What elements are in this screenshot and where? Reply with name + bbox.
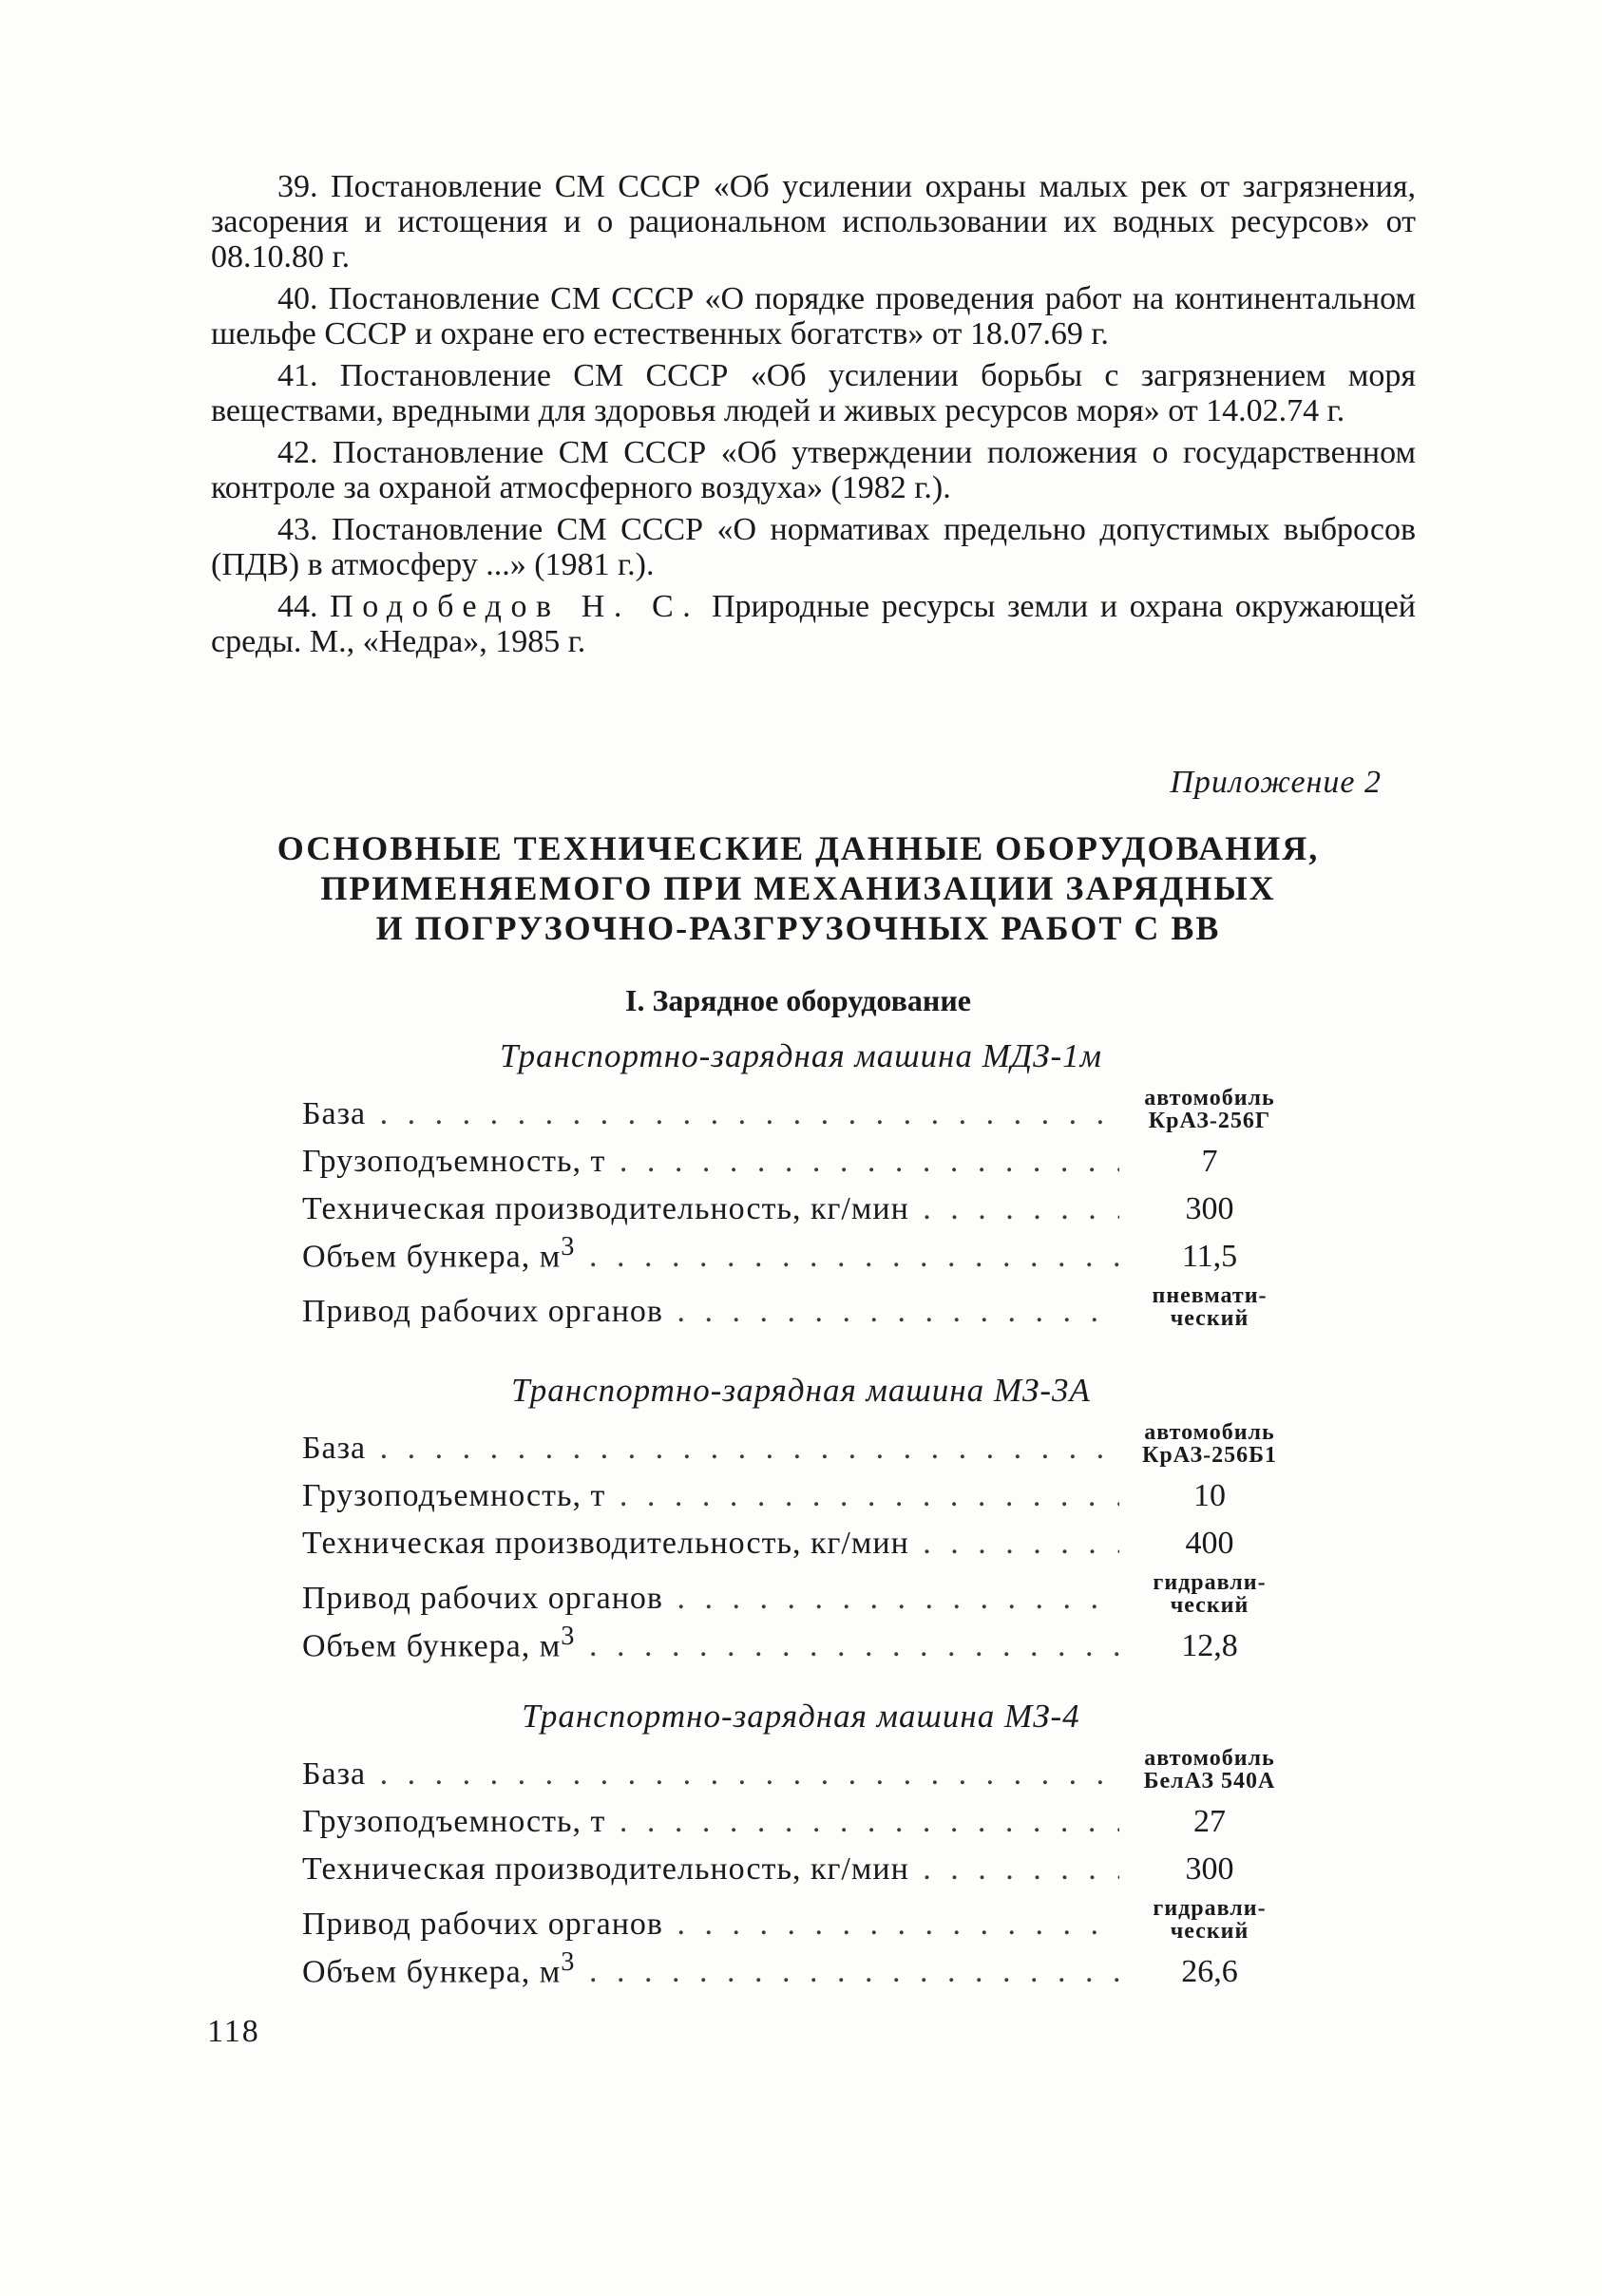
spec-value: 7 [1201,1144,1218,1179]
spec-row [302,1138,1300,1186]
spec-row [302,1083,1300,1138]
spec-label: Объем бункера, $м^3$ . . . [302,1622,1119,1664]
spec-label: Привод рабочих органов . . . [302,1294,1119,1330]
appendix-title-line: ОСНОВНЫЕ ТЕХНИЧЕСКИЕ ДАННЫЕ ОБОРУДОВАНИЯ, [277,829,1320,867]
reference-text: Природные ресурсы земли и охрана окружающей среды. М., «Недра», 1985 г. [211,589,1416,659]
spec-value: пневмати- ческий [1152,1283,1268,1331]
machine-spec-block [302,1035,1300,1336]
machine-spec-block [302,1696,1300,1996]
spec-value: гидравли- ческий [1153,1570,1267,1618]
spec-row [302,1743,1300,1798]
spec-label: Техническая производительность, кг/мин . . . [302,1851,1119,1888]
spec-row [302,1186,1300,1233]
machine-title: Транспортно-зарядная машина МЗ-4 [522,1698,1080,1735]
spec-label: Техническая производительность, кг/мин . . . [302,1191,1119,1227]
spec-label: База . . . [302,1096,1119,1132]
spec-label: Грузоподъемность, т . . . [302,1478,1119,1514]
spec-value: 10 [1193,1478,1226,1513]
spec-row [302,1233,1300,1281]
reference-item [211,589,1416,659]
machine-spec-block [302,1370,1300,1670]
machine-title: Транспортно-зарядная машина МДЗ-1м [500,1037,1102,1074]
spec-label: Грузоподъемность, т . . . [302,1804,1119,1840]
reference-item: 43. Постановление СМ СССР «О нормативах предельно допустимых выбросов (ПДВ) в атмосферу ...» (1981 г.). [211,512,1416,582]
spec-label: Привод рабочих органов . . . [302,1581,1119,1617]
reference-item: 41. Постановление СМ СССР «Об усилении борьбы с загрязнением моря веществами, вредными для здоровья людей и живых ресурсов моря» от 14.02.74 г. [211,358,1416,428]
page-number: 118 [207,2014,260,2049]
spec-label: База . . . [302,1431,1119,1467]
spec-value: автомобиль КрАЗ-256Г [1144,1086,1275,1133]
spec-row [302,1846,1300,1893]
spec-value: 11,5 [1181,1239,1238,1274]
spec-row [302,1472,1300,1520]
reference-item: 42. Постановление СМ СССР «Об утверждении положения о государственном контроле за охраной атмосферного воздуха» (1982 г.). [211,435,1416,505]
appendix-title [219,828,1378,948]
spec-label: База . . . [302,1756,1119,1793]
reference-author: Подобедов Н. С. [330,589,700,624]
spec-value: 26,6 [1181,1954,1238,1989]
section-title: I. Зарядное оборудование [625,983,971,1017]
reference-number: 44. [277,589,318,624]
machine-title: Транспортно-зарядная машина МЗ-3А [511,1372,1091,1409]
spec-row [302,1798,1300,1846]
spec-label: Грузоподъемность, т . . . [302,1144,1119,1180]
spec-value: 400 [1185,1526,1234,1561]
spec-label: Привод рабочих органов . . . [302,1907,1119,1943]
spec-row [302,1567,1300,1622]
spec-label: Объем бункера, $м^3$ . . . [302,1232,1119,1275]
spec-label: Техническая производительность, кг/мин . . . [302,1526,1119,1562]
appendix-title-line: ПРИМЕНЯЕМОГО ПРИ МЕХАНИЗАЦИИ ЗАРЯДНЫХ [320,869,1276,907]
spec-label: Объем бункера, $м^3$ . . . [302,1947,1119,1990]
spec-row [302,1417,1300,1472]
appendix-title-line: И ПОГРУЗОЧНО-РАЗГРУЗОЧНЫХ РАБОТ С ВВ [375,909,1221,947]
spec-value: 300 [1185,1191,1234,1226]
reference-item: 39. Постановление СМ СССР «Об усилении охраны малых рек от загрязнения, засорения и истощения и о рациональном использовании их водных ресурсов» от 08.10.80 г. [211,169,1416,275]
spec-value: автомобиль КрАЗ-256Б1 [1141,1420,1277,1468]
spec-value: 27 [1193,1804,1226,1839]
appendix-label: Приложение 2 [1170,765,1382,800]
spec-row [302,1520,1300,1567]
spec-row [302,1622,1300,1670]
spec-value: автомобиль БелАЗ 540А [1143,1746,1276,1793]
reference-list [211,169,1416,666]
spec-value: гидравли- ческий [1153,1896,1267,1944]
spec-value: 12,8 [1181,1628,1238,1663]
spec-row [302,1893,1300,1948]
spec-row [302,1281,1300,1336]
spec-value: 300 [1185,1851,1234,1887]
reference-item: 40. Постановление СМ СССР «О порядке проведения работ на континентальном шельфе СССР и охране его естественных богатств» от 18.07.69 г. [211,281,1416,351]
spec-row [302,1948,1300,1996]
